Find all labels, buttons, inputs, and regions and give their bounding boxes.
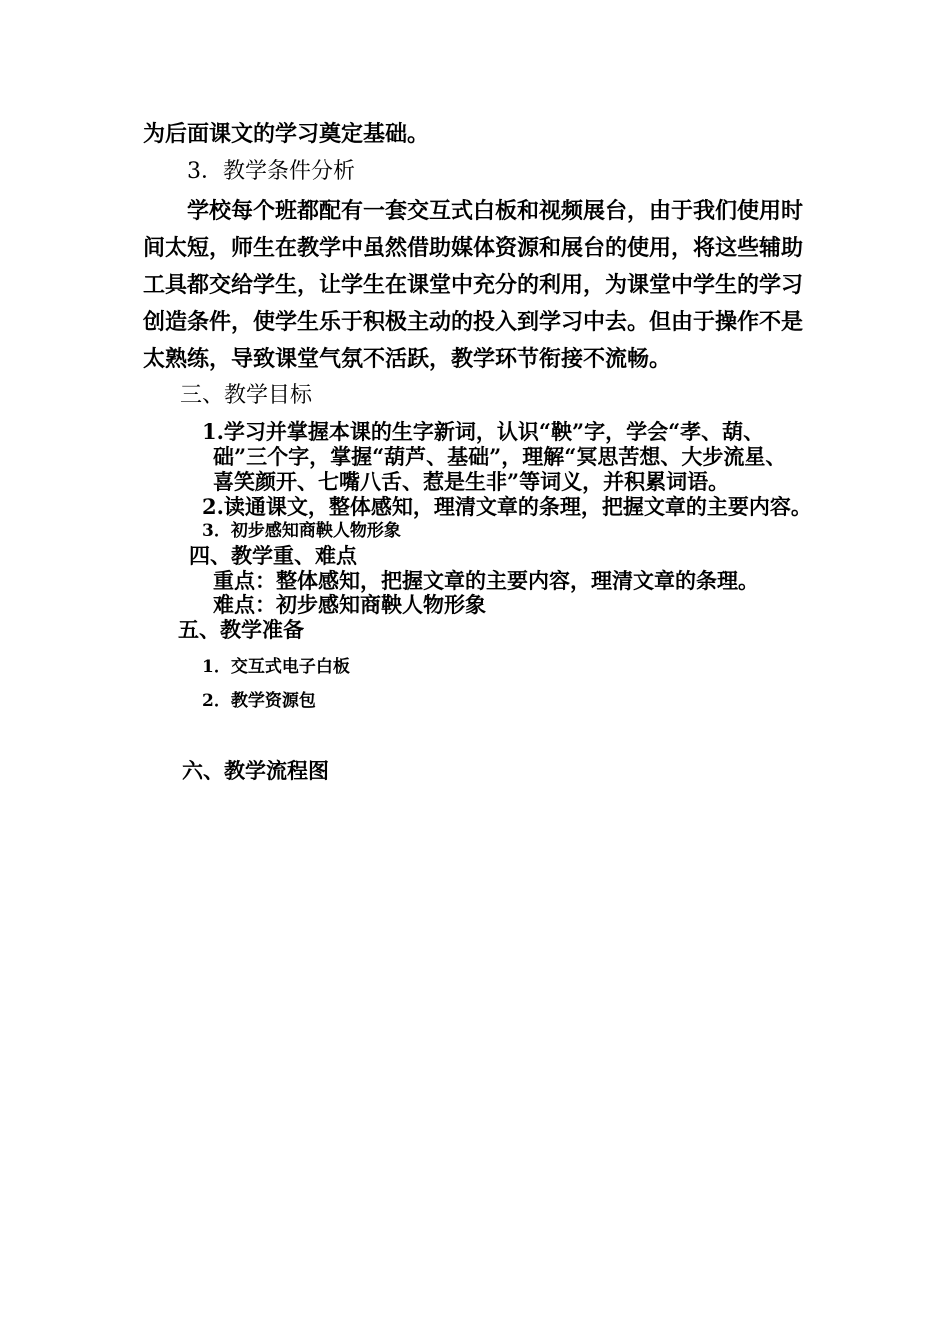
paragraph-line: 工具都交给学生，让学生在课堂中充分的利用，为课堂中学生的学习	[143, 272, 804, 298]
heading-teaching-flowchart: 六、教学流程图	[182, 758, 329, 783]
goal-item-1-line: 1.学习并掌握本课的生字新词，认识“鞅”字，学会“孝、葫、	[202, 419, 765, 444]
paragraph-line: 学校每个班都配有一套交互式白板和视频展台，由于我们使用时	[187, 198, 804, 224]
heading-teaching-goals: 三、教学目标	[180, 383, 313, 408]
key-point-difficulty: 难点：初步感知商鞅人物形象	[213, 592, 486, 617]
heading-teaching-preparation: 五、教学准备	[178, 617, 304, 642]
paragraph-line: 太熟练，导致课堂气氛不活跃，教学环节衔接不流畅。	[143, 346, 672, 372]
preparation-item: 1．交互式电子白板	[202, 657, 350, 677]
paragraph-line: 间太短，师生在教学中虽然借助媒体资源和展台的使用，将这些辅助	[143, 235, 804, 261]
goal-item-3: 3．初步感知商鞅人物形象	[202, 521, 401, 541]
goal-item-1-line: 喜笑颜开、七嘴八舌、惹是生非”等词义，并积累词语。	[213, 469, 730, 494]
paragraph-line: 创造条件，使学生乐于积极主动的投入到学习中去。但由于操作不是	[143, 309, 804, 335]
paragraph-line: 为后面课文的学习奠定基础。	[143, 121, 430, 147]
preparation-item: 2．教学资源包	[202, 691, 316, 711]
goal-item-2: 2.读通课文，整体感知，理清文章的条理，把握文章的主要内容。	[202, 494, 812, 519]
subheading-teaching-conditions: 3．教学条件分析	[187, 159, 355, 184]
heading-key-points: 四、教学重、难点	[189, 543, 357, 568]
goal-item-1-line: 础”三个字，掌握“葫芦、基础”，理解“冥思苦想、大步流星、	[213, 444, 787, 469]
key-point-focus: 重点：整体感知，把握文章的主要内容，理清文章的条理。	[213, 568, 759, 593]
